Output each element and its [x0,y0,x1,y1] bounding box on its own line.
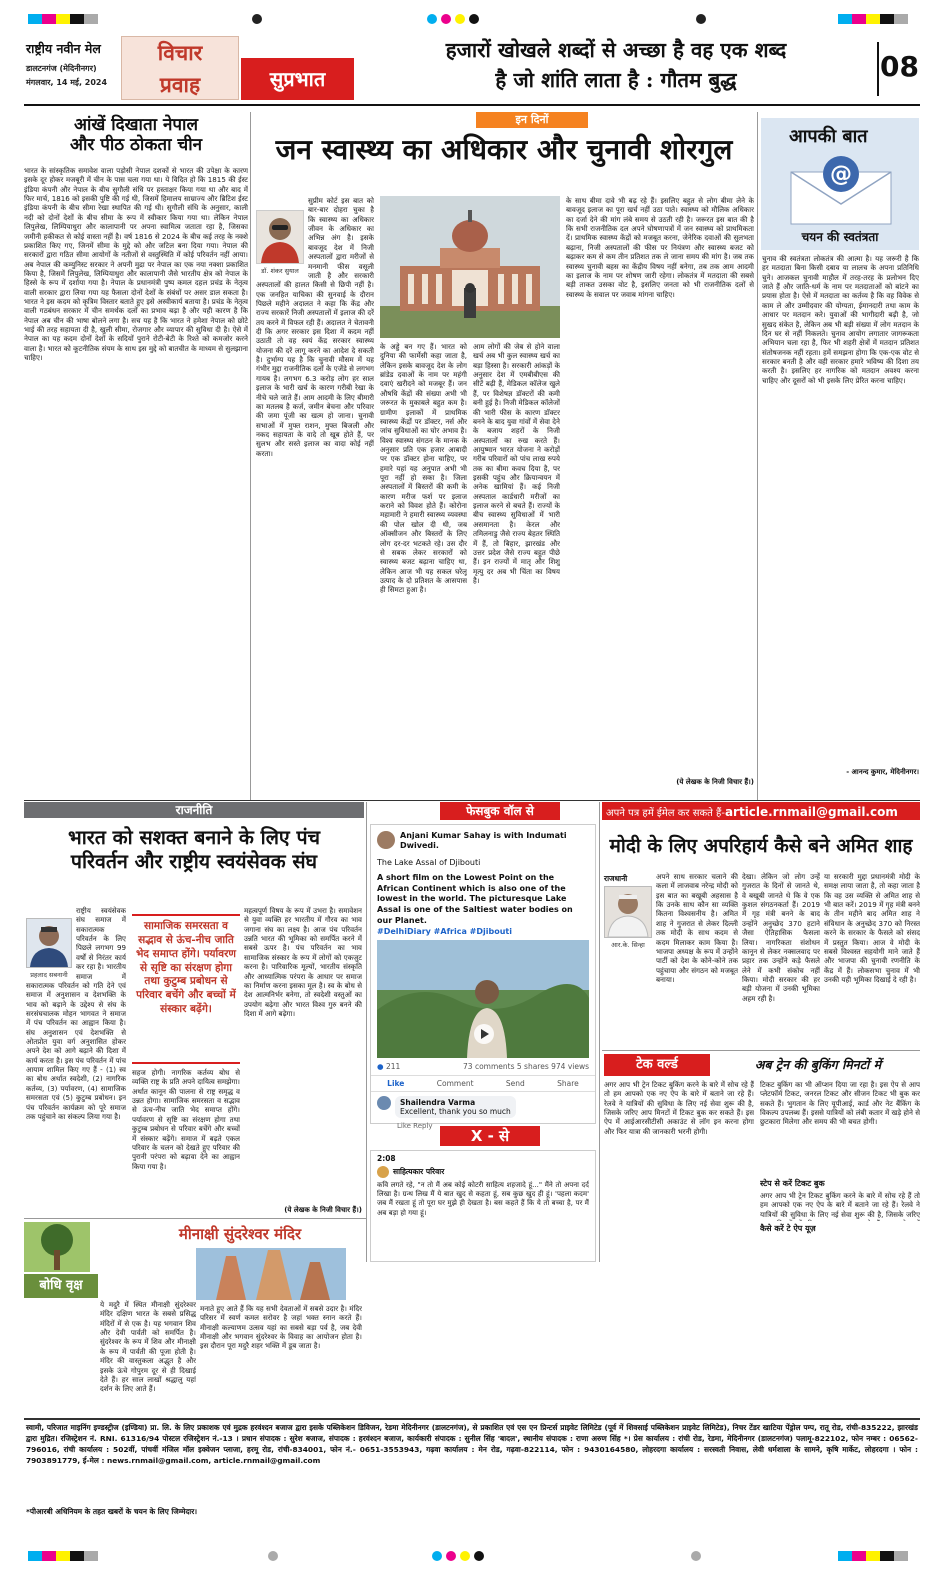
rss-col3: महत्वपूर्ण विषय के रूप में उभरा है। समावेशन से युवा व्यक्ति हर भारतीय में गौरव का भाव जगाना संघ का लक्ष्य है। आज पंच परिवर्तन उन्नति भारत की भूमिका को समर्पित करने में सबसे ऊपर है। पंच परिवर्तन का भाव सामाजिक संस्कार के रूप में लोगों को एकजुट करना है। पारिवारिक मूल्यों, भारतीय संस्कृति और आध्यात्मिक परंपरा के आधार पर समाज का निर्माण करना इसका मूल है। स्व के बोध से देश आत्मनिर्भर बनेगा, तो स्वदेशी वस्तुओं का उपयोग बढ़ेगा और भारत विश्व गुरु बनने की दिशा में आगे बढ़ेगा। [244,906,362,1018]
main-section-tag: इन दिनों [476,112,588,128]
bottom-registration-bar [0,1549,945,1563]
masthead-rule [24,104,920,106]
rss-col2: सहज होगी। नागरिक कर्तव्य बोध से व्यक्ति राष्ट्र के प्रति अपने दायित्व समझेगा। अर्थात कानून की पालना से राष्ट्र समृद्ध व उन्नत होगा। सामाजिक समरसता व सद्भाव से ऊंच-नीच जाति भेद समाप्त होंगे। पर्यावरण से सृष्टि का संरक्षण होगा तथा कुटुम्ब प्रबोधन से परिवार बचेंगे और बच्चों में संस्कार बढ़ेंगे। समाज में बढ़ते एकल परिवार के चलन को देखते हुए परिवार की पुरानी परंपरा को बढ़ावा देने का आह्वान किया गया है। [132,1068,240,1171]
email-banner-label: अपने पत्र हमें ईमेल कर सकते हैं- [606,808,725,819]
photo-spacer [26,906,76,978]
fb-stats-row [371,1058,595,1075]
footer-rule [24,1418,920,1420]
masthead-logo [26,40,118,102]
fb-comment [371,1092,595,1122]
main-col2: के अड्डे बन गए हैं। भारत को दुनिया की फार्मेसी कहा जाता है, लेकिन इसके बावजूद देश के लोग ब्रांडेड दवाओं के नाम पर महंगी दवाएं खरीदने को मजबूर हैं। जन औषधि केंद्रों की संख्या अभी भी जरूरत के मुकाबले बहुत कम है। ग्रामीण इलाकों में प्राथमिक स्वास्थ्य केंद्रों पर डॉक्टर, नर्स और जांच सुविधाओं का घोर अभाव है। विश्व स्वास्थ्य संगठन के मानक के अनुसार प्रति एक हजार आबादी पर एक डॉक्टर होना चाहिए, पर हमारे यहां यह अनुपात अभी भी पूरा नहीं हो सका है। जिला अस्पतालों में बिस्तरों की कमी के कारण मरीज फर्श पर इलाज कराने को विवश होते हैं। कोरोना महामारी ने हमारी स्वास्थ्य व्यवस्था की पोल खोल दी थी, जब ऑक्सीजन और बिस्तरों के लिए लोग दर-दर भटकते रहे। उस दौर से सबक लेकर सरकारों को स्वास्थ्य बजट बढ़ाना चाहिए था, लेकिन आज भी यह सकल घरेलू उत्पाद के दो प्रतिशत के आसपास ही सिमटा हुआ है। [380,342,467,595]
meenakshi-col1: ये मदुरै में स्थित मीनाक्षी सुंदरेश्वर मंदिर दक्षिण भारत के सबसे प्रसिद्ध मंदिरों में से एक है। यह भगवान शिव और देवी पार्वती को समर्पित है। सुंदरेश्वर के रूप में शिव और मीनाक्षी के रूप में पार्वती की पूजा होती है। मंदिर की वास्तुकला अद्भुत है और इसके ऊंचे गोपुरम दूर से ही दिखाई देते हैं। हर साल लाखों श्रद्धालु यहां दर्शन के लिए आते हैं। [100,1300,196,1394]
rss-col1 [26,906,126,1216]
fb-post-text: A short film on the Lowest Point on the African Continent which is also one of the lowest in the world. The picturesque Lake Assal is one of the Saltiest water bodies on our Planet. [377,872,573,925]
column-rule [599,802,600,1262]
x-post-body: कवि लगते रहे, "न तो मैं अब कोई कोटरी साहित्य शहजादे हूं..." मैंने तो अपना दर्द लिखा है। ग्रन्थ लिख मैं ये बात खुद से कहता हूं, सब कुछ खुद ही हूं। 'पहला कदम' जब मैं रखता हूं तो पूरा घर मुझे ही देखता है। बस कहते हैं कि ये तो बच्चा है, पर मैं अब बड़ा हो गया हूं। [377,1181,589,1217]
main-col3: आम लोगों की जेब से होने वाला खर्च अब भी कुल स्वास्थ्य खर्च का बड़ा हिस्सा है। सरकारी आंकड़ों के अनुसार देश में एमबीबीएस की सीटें बढ़ी हैं, मेडिकल कॉलेज खुले हैं, पर विशेषज्ञ डॉक्टरों की कमी बनी हुई है। निजी मेडिकल कॉलेजों की भारी फीस के कारण डॉक्टर बनने के बाद युवा गांवों में सेवा देने के बजाय शहरों के निजी अस्पतालों का रुख करते हैं। आयुष्मान भारत योजना ने करोड़ों गरीब परिवारों को पांच लाख रुपये तक का बीमा कवच दिया है, पर इसकी पहुंच और क्रियान्वयन में अनेक खामियां हैं। कई निजी अस्पताल कार्डधारी मरीजों का इलाज करने से बचते हैं। राज्यों के बीच स्वास्थ्य सुविधाओं में भारी असमानता है। केरल और तमिलनाडु जैसे राज्य बेहतर स्थिति में हैं, तो बिहार, झारखंड और उत्तर प्रदेश जैसे राज्य बहुत पीछे हैं। इन राज्यों में मातृ और शिशु मृत्यु दर अब भी चिंता का विषय है। [473,342,560,585]
section-rule [24,800,920,801]
email-address[interactable]: article.rnmail@gmail.com [724,805,898,819]
apki-baat-heading: आपकी बात [789,126,868,147]
x-account-row [371,1166,595,1178]
fb-poster-line: Anjani Kumar Sahay is with Indumati Dwivedi. [400,831,567,851]
fb-comment-text: Excellent, thank you so much [400,1106,511,1116]
fb-reaction-count: 211 [385,1061,401,1071]
fb-send-button[interactable]: Send [505,1078,525,1088]
amit-shah-headline: मोदी के लिए अपरिहार्य कैसे बने अमित शाह [609,835,913,857]
temple-photo [196,1248,346,1300]
nepal-headline-line-1: आंखें दिखाता नेपाल [74,115,198,135]
footer-note: *पीआरबी अधिनियम के तहत खबरों के चयन के लिए जिम्मेदार। [26,1507,198,1516]
x-time: 2:08 [377,1154,396,1163]
section-vichar-box [121,36,239,100]
train-headline: अब ट्रेन की बुकिंग मिनटों में [754,1057,882,1072]
column-rule [250,112,251,800]
section-rule [602,1050,920,1051]
footer-imprint: स्वामी, परिजात माइनिंग इण्डस्ट्रीज (इण्डिया) प्रा. लि. के लिए प्रकाशक एवं मुद्रक हरवंश्दन बजाज द्वारा इसके पब्लिकेशन डिविजन, रेडमा मेदिनीनगर (डालटनगंज), से प्रकाशित एवं एस एन प्रिन्टर्स प्राइवेट लिमिटेड (पूर्व में शिवसाई पब्लिकेशन प्राइवेट लिमिटेड), निचर टेंडर खाटिया पेंड्रोल पम्प, रातू रोड, रांची-835222, झारखंड द्वारा मुद्रित। रजिस्ट्रेशन नं. RNI. 61316/94 पोस्टल रजिस्ट्रेशन नं.-13 । प्रधान संपादक : सुरेश बजाज, संपादक : हरवंश्दन बजाज, कार्यकारी संपादक : सुनील सिंह 'बादल', स्थानीय संपादक : राणा अरुण सिंह *। प्रेस कार्यालय : रांची रोड, रेडमा, मेदिनीनगर (डालटनगंज) पलामू-822102, फोन नम्बर : 06562-796016, रांची कार्यालय : 502वीं, पांचवीं मंजिल मॉल इक्वेजन प्लाजा, हरमू रोड, रांची-834001, फोन नं.- 0651-3553943, गढ़वा कार्यालय : मेन रोड, गढ़वा-822114, फोन : 9430164580, लोहरदगा कार्यालय : सरस्वती निवास, लेवी धर्मशाला के सामने, कृषि मार्केट, लोहरदगा । फोन : 7903891779, ई-मेल : news.rnmail@gmail.com, article.rnmail@gmail.com [26,1423,918,1466]
amit-shah-col1: अपने साथ सरकार चलाने की कला में लाजवाब नरेन्द्र मोदी को इस बात का बखूबी अहसास है कि उनके साथ कौन सा व्यक्ति कितना विश्वसनीय है। अमित शाह ने गुजरात से लेकर दिल्ली तक मोदी के साथ कदम से कदम मिलाकर काम किया है। भाजपा अध्यक्ष के रूप में उन्होंने पार्टी को देश के कोने-कोने तक पहुंचाया और संगठन को मजबूत बनाया। [656,872,738,984]
section-vichar: विचार [157,40,203,65]
rss-pull-quote-text: सामाजिक समरसता व सद्भाव से ऊंच-नीच जाति भेद समाप्त होंगे। पर्यावरण से सृष्टि का संरक्षण होगा तथा कुटुम्ब प्रबोधन से परिवार बचेंगे और बच्चों में संस्कार बढ़ेंगे। [136,920,236,1016]
train-col2-wrap [760,1080,920,1260]
fb-avatar [377,831,395,849]
quote-line-2: है जो शांति लाता है : गौतम बुद्ध [495,67,737,92]
envelope-icon [789,152,893,226]
fb-comment-actions[interactable]: Like Reply [397,1121,433,1130]
paper-name: राष्ट्रीय नवीन मेल [26,41,101,56]
fb-commenter-name: Shailendra Varma [400,1097,476,1107]
section-rule [24,1218,366,1219]
quote-line-1: हजारों खोखले शब्दों से अच्छा है वह एक शब्द [445,38,787,62]
nepal-body: भारत के सांस्कृतिक समावेश वाला पड़ोसी नेपाल दशकों से भारत की उपेक्षा के कारण इसके दूर होकर मजबूरी में चीन के पास चला गया था। ये विदित हो कि 1815 की ईस्ट इंडिया कंपनी और नेपाल के बीच सुगौली संधि पर हस्ताक्षर किया गया था और बाद में फिर मार्च, 1816 को इसकी पुष्टि की गई थी, जिसमें हिमालय साम्राज्य और ब्रिटिश ईस्ट इंडिया कंपनी के बीच सीमा रेखा स्थापित की गई थी। सुगौली संधि के अनुसार, काली नदी को दोनों देशों के बीच सीमा के रूप में स्वीकार किया गया था। लेकिन नेपाल लिपुलेख, लिम्पियाधुरा और कालापानी पर अपना स्वामित्व जताता रहा है, जिसका जमीनी हकीकत से कोई वास्ता नहीं है। वर्ष 1816 से 2024 के बीच कई तरह के नक्शे प्रकाशित किए गए, जिनमें सीमा के मुद्दे को और जटिल बना दिया गया। नेपाल की सरकारों द्वारा गठित सीमा आयोगों के नतीजों से वस्तुस्थिति में कोई परिवर्तन नहीं आया। अब नेपाल की कम्युनिस्ट सरकार ने अपनी मुद्रा पर नेपाल का एक नया नक्शा प्रकाशित किया है, जिसमें लिपुलेख, लिम्पियाधुरा और कालापानी जैसे भारतीय क्षेत्र को नेपाल के हिस्से के रूप में दर्शाया गया है। नेपाल के प्रधानमंत्री पुष्प कमल दहल प्रचंड के नेतृत्व वाली सरकार द्वारा लिया गया यह फैसला दोनों देशों के संबंधों पर असर डाल सकता है। भारत ने इस कदम को कृत्रिम विस्तार बताते हुए इसे अस्वीकार्य बताया है। प्रचंड के नेतृत्व वाली गठबंधन सरकार में चीन समर्थक दलों का प्रभाव बढ़ा है और यही कारण है कि नेपाल अब चीन की भाषा बोलने लगा है। सच यह है कि भारत ने हमेशा नेपाल को छोटे भाई की तरह सहायता दी है, खुली सीमा, रोजगार और व्यापार की सुविधा दी है। ऐसे में नेपाल का यह कदम दोनों देशों के सदियों पुराने रोटी-बेटी के रिश्ते को कमजोर करने वाला है। भारत को कूटनीतिक संयम के साथ इस मुद्दे को बातचीत के माध्यम से सुलझाना चाहिए। [24,166,248,363]
rss-col1-text: राष्ट्रीय स्वयंसेवक संघ समाज में सकारात्मक परिवर्तन के लिए पिछले लगभग 99 वर्षों से निरंतर कार्य कर रहा है। भारतीय समाज में सकारात्मक परिवर्तन को गति देने एवं समाज में अनुशासन व देशभक्ति के भाव को बढ़ाने के उद्देश्य से संघ के सरसंघचालक मोहन भागवत ने समाज में पंच परिवर्तन का आह्वान किया है। संघ अनुशासन एवं देशभक्ति से ओतप्रोत युवा वर्ग अनुशासित होकर अपने देश को आगे बढ़ाने की दिशा में कार्य करता है। इस पंच परिवर्तन में पांच आयाम शामिल किए गए हैं - (1) स्व का बोध अर्थात स्वदेशी, (2) नागरिक कर्तव्य, (3) पर्यावरण, (4) सामाजिक समरसता एवं (5) कुटुम्ब प्रबोधन। इन पंच परिवर्तन कार्यक्रम को पूरे समाज तक पहुंचाने का संकल्प लिया गया है। [26,906,126,1121]
fb-hashtags: #DelhiDiary #Africa #Djibouti [377,926,512,936]
meenakshi-col2: मनाते हुए आते हैं कि यह सभी देवताओं में सबसे उदार है। मंदिर परिसर में स्वर्ण कमल सरोवर है जहां भक्त स्नान करते हैं। मीनाक्षी कल्याणम उत्सव यहां का सबसे बड़ा पर्व है, जब देवी मीनाक्षी और भगवान सुंदरेश्वर के विवाह का आयोजन होता है। इस दौरान पूरा मदुरै शहर भक्ति में डूब जाता है। [200,1304,362,1351]
top-registration-bar [0,12,945,26]
facebook-post-card [370,824,596,1130]
email-banner [602,802,920,820]
amit-shah-col3: या सरकारी मुद्दा प्रधानमंत्री मोदी के समक्ष लाया जाता है, तो कहा जाता है कि वह उस व्यक्ति से अमित शाह से भी बात करें। 2019 में गृह मंत्री बनने के तीन महीने बाद अमित शाह ने संविधान के अनुच्छेद 370 को निरस्त करने के सरकार के फैसले को संसद में प्रस्तुत किया। आज वे मोदी के सबसे विश्वस्त सहयोगी माने जाते हैं और भाजपा की चुनावी रणनीति के केंद्र में हैं। लोकसभा चुनाव में भी उनकी यही भूमिका दिखाई दे रही है। [824,872,920,984]
apki-baat-header [761,118,919,250]
rss-headline-line-1: भारत को सशक्त बनाने के लिए पंच [68,826,320,849]
x-account-name: साहित्यकार परिवार [393,1167,445,1176]
main-col4: के साथ बीमा दावे भी बढ़ रहे हैं। इसलिए बहुत से लोग बीमा लेने के बावजूद इलाज का पूरा खर्च नहीं उठा पाते। स्वास्थ्य को मौलिक अधिकार का दर्जा देने की मांग लंबे समय से उठती रही है। जरूरत इस बात की है कि सभी राजनीतिक दल अपने घोषणापत्रों में जन स्वास्थ्य को प्राथमिकता दें। प्राथमिक स्वास्थ्य केंद्रों को मजबूत करना, जेनेरिक दवाओं की सुलभता बढ़ाना, निजी अस्पतालों की फीस पर नियंत्रण और स्वास्थ्य बजट को बढ़ाकर कम से कम तीन प्रतिशत तक ले जाना समय की मांग है। जब तक स्वास्थ्य चुनावी बहस का केंद्रीय विषय नहीं बनेगा, तब तक आम आदमी का इलाज के नाम पर शोषण जारी रहेगा। लोकतंत्र में मतदाता की सबसे बड़ी ताकत उसका वोट है, इसलिए जनता को भी राजनीतिक दलों से स्वास्थ्य के सवाल पर जवाब मांगना चाहिए। [566,196,754,299]
amit-shah-subtag: राजधानी [604,874,628,883]
section-pravah: प्रवाह [159,72,201,97]
pageno-divider [877,42,879,96]
rss-author-caption: प्रहलाद सबनानी [30,971,68,979]
bodhi-label: बोधि वृक्ष [24,1274,98,1298]
x-account-avatar [377,1166,389,1178]
amit-shah-col2: देखा। लेकिन जो लोग उन्हें गुजरात के दिनों से जानते थे, वे बखूबी जानते थे कि वे एक कुशल संगठनकर्ता हैं। 2019 में गृह मंत्री बनने के बाद उन्होंने अनुच्छेद 370 हटाने जैसा ऐतिहासिक फैसला लिया। नागरिकता संशोधन कानून से लेकर नक्सलवाद पर प्रहार तक उन्होंने कड़े फैसले लेने में कभी संकोच नहीं किया। मोदी सरकार की हर बड़ी योजना में उनकी भूमिका अहम रही है। [742,872,820,1003]
quote-of-day [356,36,876,95]
rss-headline [24,826,364,875]
suprabhat-banner: सुप्रभात [241,58,354,100]
fb-comment-bubble [395,1096,516,1118]
facebook-section-tag: फेसबुक वॉल से [440,802,560,820]
column-rule [366,802,367,1262]
fb-commenter-avatar [377,1096,391,1110]
train-col2-more: अगर आप भी ट्रेन टिकट बुकिंग करने के बारे में सोच रहे हैं तो हम आपको एक नए ऐप के बारे में बताने जा रहे हैं। रेलवे ने यात्रियों की सुविधा के लिए नई सेवा शुरू की है, जिसके जरिए [760,1191,920,1219]
main-col1-text: सुप्रीम कोर्ट इस बात को बार-बार दोहरा चुका है कि स्वास्थ्य का अधिकार जीवन के अधिकार का अभिन्न अंग है। इसके बावजूद देश में निजी अस्पतालों द्वारा मरीजों से मनमानी फीस वसूली जाती है और सरकारी अस्पतालों की हालत किसी से छिपी नहीं है। एक जनहित याचिका की सुनवाई के दौरान पिछले महीने अदालत ने कहा कि केंद्र और राज्य सरकारें निजी अस्पतालों में इलाज की दरें तय करने में विफल रही हैं। अदालत ने चेतावनी दी कि अगर सरकार इस दिशा में कदम नहीं उठाती तो वह स्वयं केंद्र सरकार स्वास्थ्य योजना की दरें लागू करने का आदेश दे सकती है। दुर्भाग्य यह है कि चुनावी मौसम में यह गंभीर मुद्दा राजनीतिक दलों के एजेंडे से लगभग गायब है। लगभग 6.3 करोड़ लोग हर साल इलाज के भारी खर्च के कारण गरीबी रेखा के नीचे चले जाते हैं। आम आदमी के लिए बीमारी का मतलब है कर्ज, जमीन बेचना और परिवार की जमा पूंजी का खत्म हो जाना। चुनावी सभाओं में मुफ्त राशन, मुफ्त बिजली और नकद सहायता के वादे तो खूब होते हैं, पर सुलभ और सस्ते इलाज का वादा कोई नहीं करता। [256,196,374,458]
train-subhead-1: स्टेप से करें टिकट बुक [760,1179,825,1188]
main-byline-note: (ये लेखक के निजी विचार हैं।) [676,778,754,786]
supreme-court-photo [380,196,560,338]
tech-world-tag: टेक वर्ल्ड [604,1054,710,1076]
page-number: 08 [880,50,919,83]
apki-baat-body: चुनाव की स्वतंत्रता लोकतंत्र की आत्मा है। यह जरूरी है कि हर मतदाता बिना किसी दबाव या लालच के अपना प्रतिनिधि चुने। आजकल चुनावी माहौल में तरह-तरह के प्रलोभन दिए जाते हैं और जाति-धर्म के नाम पर मतदाताओं को बांटने का प्रयास होता है। ऐसे में मतदाता का कर्तव्य है कि वह विवेक से काम ले और उम्मीदवार की योग्यता, ईमानदारी तथा काम के आधार पर मतदान करे। युवाओं की भागीदारी बढ़ी है, जो सुखद संकेत है, लेकिन अब भी बड़ी संख्या में लोग मतदान के दिन घर से नहीं निकलते। चुनाव आयोग लगातार जागरूकता अभियान चला रहा है, फिर भी शहरी क्षेत्रों में मतदान प्रतिशत संतोषजनक नहीं रहता। हमें समझना होगा कि एक-एक वोट से सरकार बनती है और वही सरकार हमारे भविष्य की दिशा तय करती है। इसलिए हर नागरिक को मतदान अवश्य करना चाहिए और दूसरों को भी इसके लिए प्रेरित करना चाहिए। [762,254,919,385]
x-section-tag: X - से [440,1126,540,1146]
fb-reactions: ● 211 [377,1061,401,1071]
main-col1 [256,196,374,791]
meenakshi-headline: मीनाक्षी सुंदरेश्वर मंदिर [178,1225,302,1243]
main-author-caption: डॉ. शंकर सुयाल [261,267,299,275]
x-post-card [370,1150,596,1262]
nepal-headline-line-2: और पीठ ठोकता चीन [69,134,203,155]
train-col2: टिकट बुकिंग का भी ऑप्शन दिया जा रहा है। इस ऐप से आप प्लेटफॉर्म टिकट, जनरल टिकट और सीजन टिकट भी बुक कर सकते हैं। भुगतान के लिए यूपीआई, कार्ड और नेट बैंकिंग के विकल्प उपलब्ध हैं। इससे यात्रियों को लंबी कतार में खड़े होने से छुटकारा मिलेगा और समय की भी बचत होगी। [760,1080,920,1127]
fb-post-title: The Lake Assal of Djibouti [377,857,481,867]
fb-action-bar [371,1075,595,1092]
amit-shah-author-photo [604,886,652,938]
rss-byline-note: (ये लेखक के निजी विचार हैं।) [284,1206,362,1214]
rss-headline-line-2: परिवर्तन और राष्ट्रीय स्वयंसेवक संघ [70,850,318,874]
train-col1: अगर आप भी ट्रेन टिकट बुकिंग करने के बारे में सोच रहे हैं तो हम आपको एक नए ऐप के बारे में बताने जा रहे हैं। रेलवे ने यात्रियों की सुविधा के लिए नई सेवा शुरू की है, जिसके जरिए आप मिनटों में टिकट बुक कर सकते हैं। इस ऐप में आईआरसीटीसी अकाउंट से लॉग इन करना होगा और फिर यात्रा की जानकारी भरनी होगी। [604,1080,754,1136]
amit-shah-author-caption: आर.के. सिन्हा [611,941,645,949]
fb-post-header [371,825,595,858]
train-subhead-2: कैसे करें टे ऐप यूज़ [760,1224,816,1233]
fb-stats: 73 comments 5 shares 974 views [463,1061,589,1071]
fb-comment-button[interactable]: Comment [436,1078,474,1088]
paper-date: मंगलवार, 14 मई, 2024 [26,78,108,87]
paper-location: डालटनगंज (मेदिनीनगर) [26,64,97,73]
rss-section-tag: राजनीति [24,802,364,818]
fb-share-button[interactable]: Share [557,1078,579,1088]
bodhi-tree-image [24,1222,90,1272]
nepal-headline [24,116,248,155]
column-rule [757,112,758,800]
fb-like-button[interactable]: Like [387,1078,405,1088]
fb-video-thumbnail[interactable] [377,940,589,1058]
apki-baat-subheading: चयन की स्वतंत्रता [801,230,879,244]
svg-text:@: @ [830,162,852,187]
rss-pull-quote [132,914,240,1064]
photo-spacer [256,196,308,276]
apki-baat-signature: - आनन्द कुमार, मेदिनीनगर। [846,768,919,776]
main-headline: जन स्वास्थ्य का अधिकार और चुनावी शोरगुल [275,133,733,166]
